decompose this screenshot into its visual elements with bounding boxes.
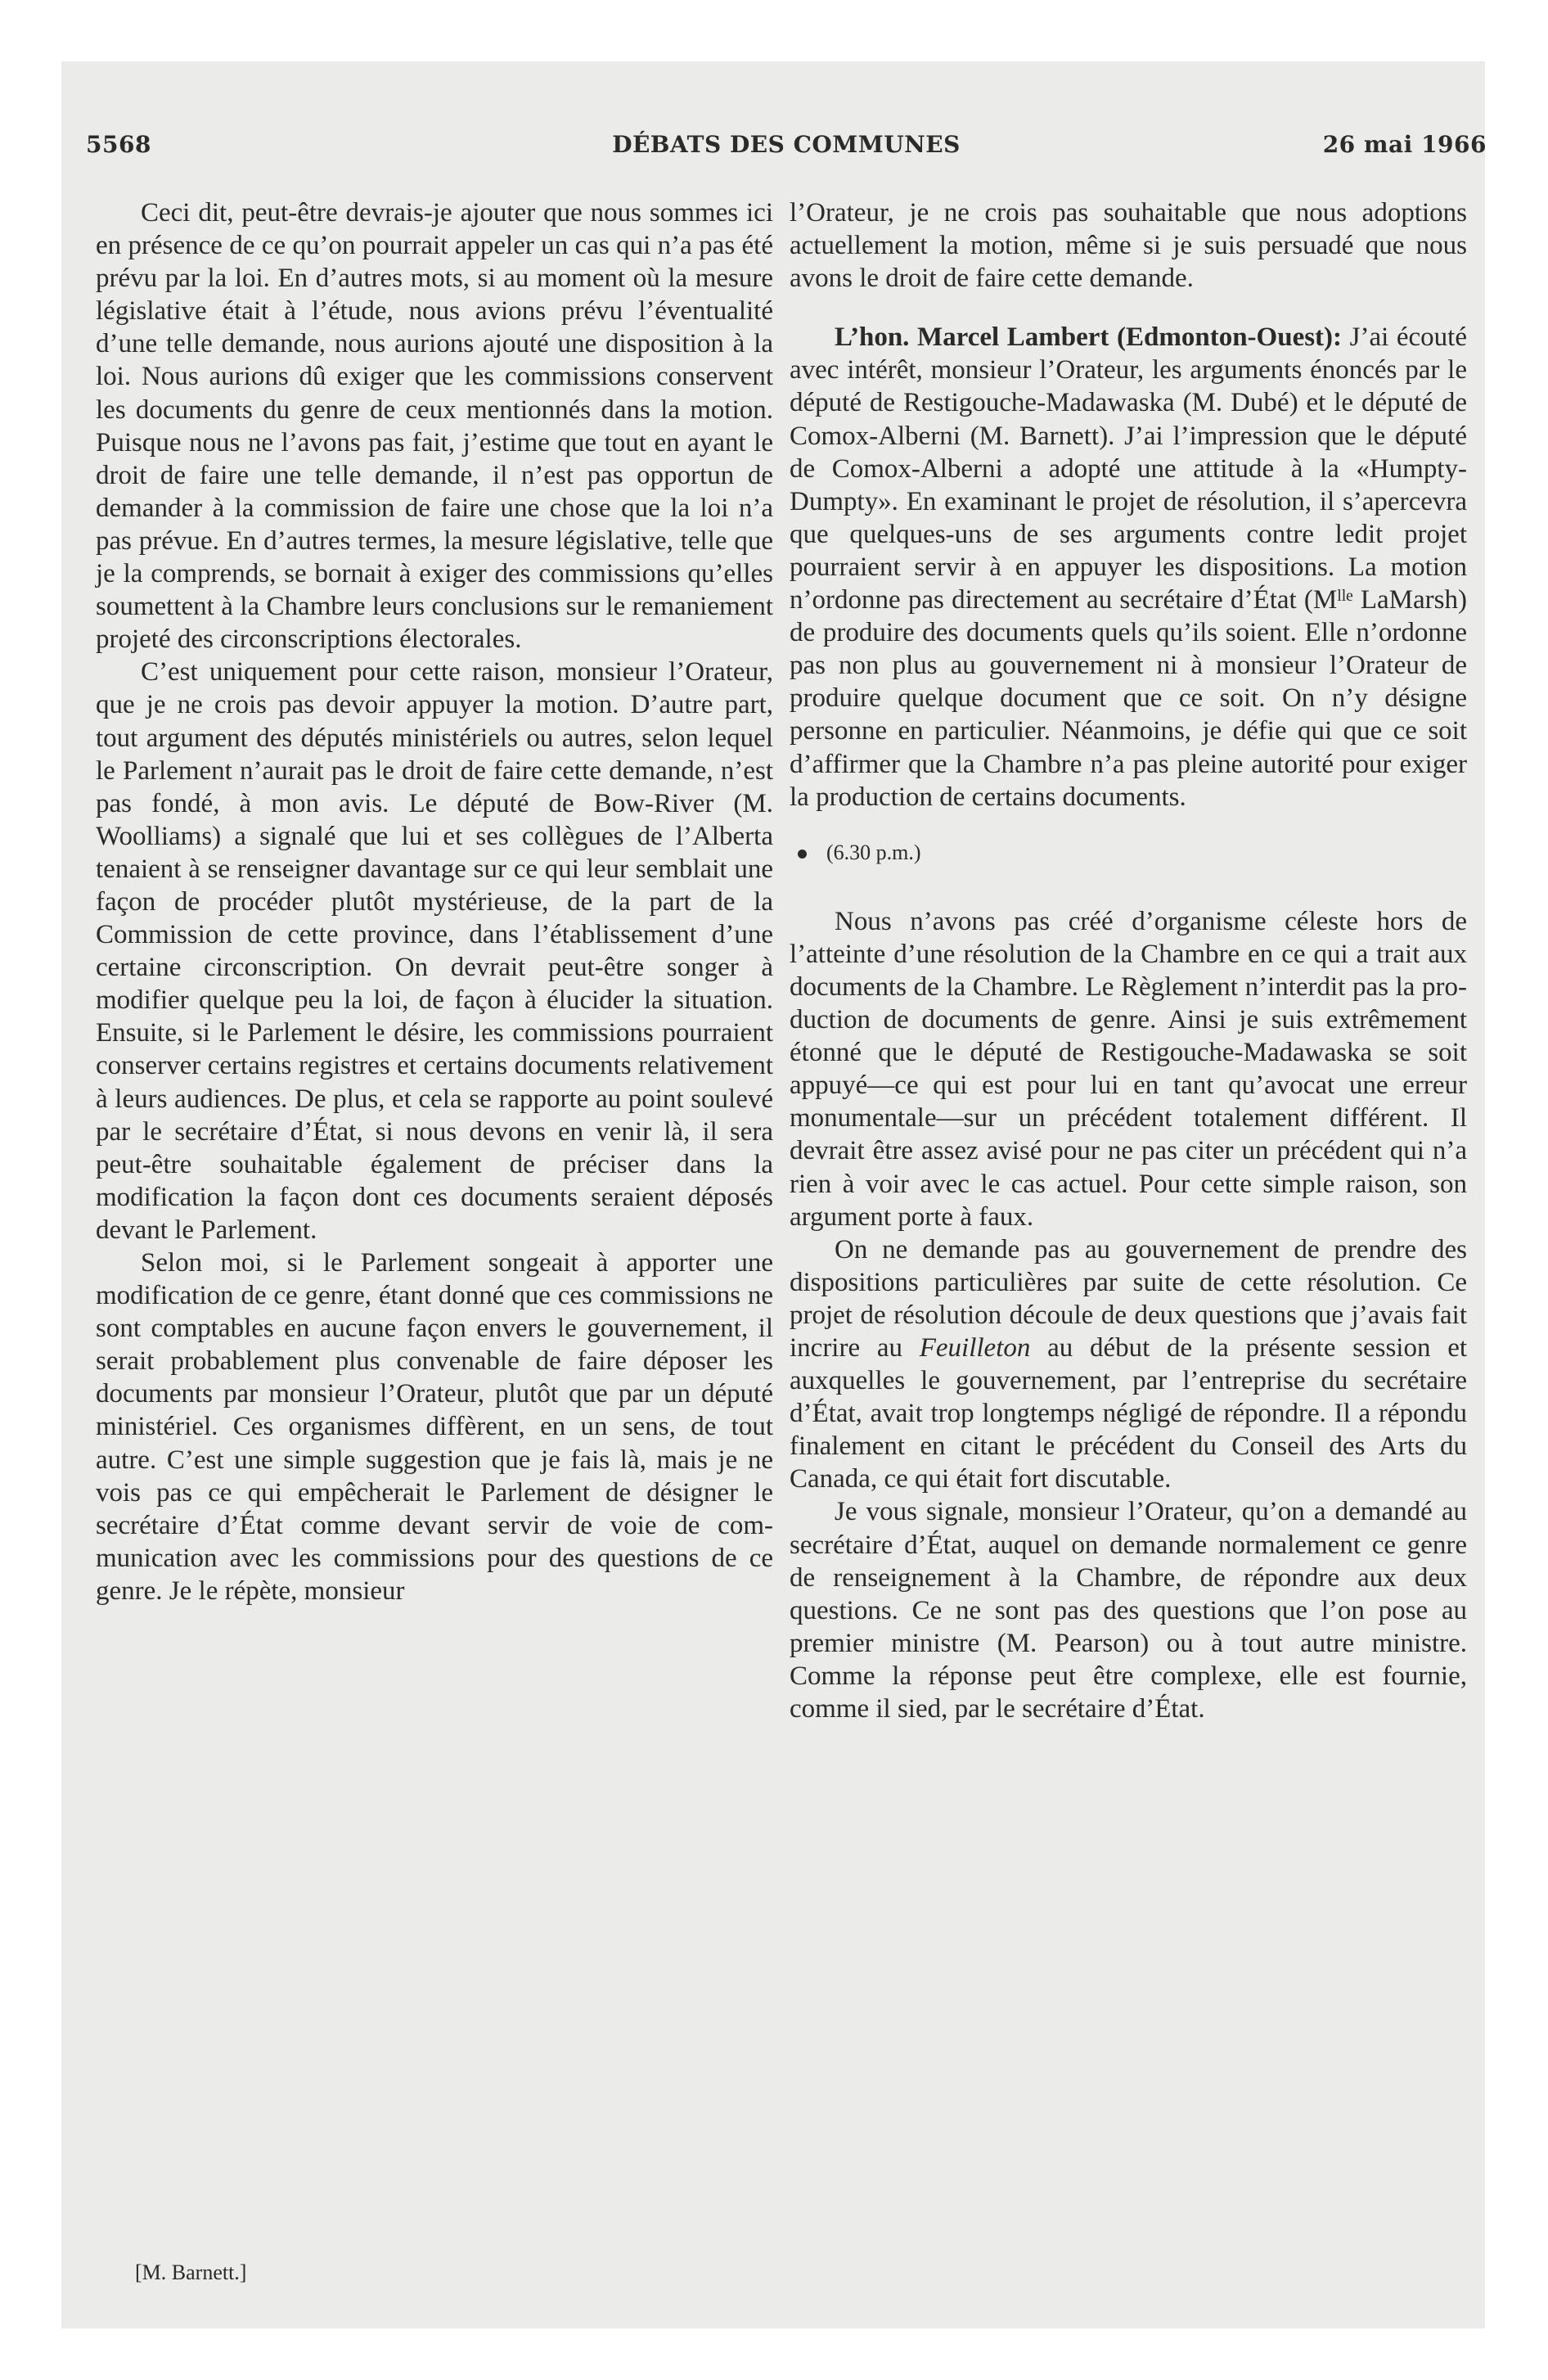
paragraph: Je vous signale, monsieur l’Orateur, qu’on a demandé au secrétaire d’État, auquel on demande normalement ce genre de renseignement à la Chambre, de répondre aux deux questions. Ce ne sont pas des questions que l’on pose au premier ministre (M. Pearson) ou à tout autre ministre. Comme la réponse peut être complexe, elle est fournie, comme il sied, par le secrétaire d’État. bbox=[790, 1497, 1467, 1724]
italic-term: Feuilleton bbox=[919, 1333, 1031, 1363]
paragraph: Nous n’avons pas créé d’organisme céleste hors de l’atteinte d’une résolution de la Chambre en ce qui a trait aux documents de la Chambre. Le Règlement n’interdit pas la production de documents de genre. Ainsi je suis extrêmement étonné que le député de Restigouche-Madawaska se soit appuyé—ce qui est pour lui en tant qu’avocat une erreur monumentale—sur un précédent totalement différent. Il devrait être assez avisé pour ne pas citer un précédent qui n’a rien à voir avec le cas actuel. Pour cette simple raison, son argument porte à faux. bbox=[790, 906, 1467, 1232]
bullet-icon bbox=[798, 850, 807, 859]
paragraph bbox=[790, 1233, 1467, 1496]
left-column bbox=[96, 196, 773, 1607]
paragraph: Ceci dit, peut-être devrais-je ajouter que nous sommes ici en présence de ce qu’on pourrait appeler un cas qui n’a pas été prévu par la loi. En d’autres mots, si au moment où la mesure législative était à l’étude, nous avions prévu l’éventualité d’une telle demande, nous aurions ajouté une disposition à la loi. Nous aurions dû exiger que les commissions conservent les documents du genre de ceux mentionnés dans la motion. Puisque nous ne l’avons pas fait, j’estime que tout en ayant le droit de faire une telle demande, il n’est pas opportun de demander à la commission de faire une chose que la loi n’a pas prévue. En d’autres termes, la mesure législative, telle que je la comprends, se bornait à exiger des commissions qu’elles soumettent à la Chambre leurs conclusions sur le remaniement projeté des circonscriptions électorales. bbox=[96, 198, 773, 655]
paragraph: C’est uniquement pour cette raison, monsieur l’Orateur, que je ne crois pas devoir appuyer la motion. D’autre part, tout argument des députés ministériels ou autres, selon lequel le Parlement n’aurait pas le droit de faire cette demande, n’est pas fondé, à mon avis. Le député de Bow-River (M. Woolliams) a signalé que lui et ses collègues de l’Alberta tenaient à se renseigner davantage sur ce qui leur semblait une façon de procéder plutôt mystérieuse, de la part de la Commission de cette province, dans l’établissement d’une certaine circonscription. On devrait peut-être songer à modifier quelque peu la loi, de façon à élucider la situation. Ensuite, si le Parlement le désire, les commissions pourraient conserver certains registres et certains documents relativement à leurs audiences. De plus, et cela se rapporte au point soulevé par le secrétaire d’État, si nous devons en venir là, il sera peut-être souhaitable également de préciser dans la modification la façon dont ces documents seraient déposés devant le Parlement. bbox=[96, 657, 773, 1245]
paragraph-text: au début de la présente session et auxquelles le gouvernement, par l’entreprise du secrétaire d’État, avait trop longtemps négligé de répondre. Il a répondu finalement en citant le précédent du Conseil des Arts du Canada, ce qui était fort discutable. bbox=[790, 1333, 1468, 1494]
time-label: (6.30 p.m.) bbox=[826, 840, 921, 864]
right-column bbox=[790, 196, 1467, 1725]
page-number: 5568 bbox=[86, 131, 151, 158]
page-title: DÉBATS DES COMMUNES bbox=[612, 131, 961, 158]
page-date: 26 mai 1966 bbox=[1322, 131, 1487, 158]
speaker-name: L’hon. Marcel Lambert (Edmonton-Ouest): bbox=[835, 322, 1343, 353]
speaker-text: J’ai écouté avec intérêt, monsieur l’Orateur, les arguments énoncés par le député de Restigouche-Madawaska (M. Dubé) et le député de Comox-Alberni (M. Barnett). J’ai l’impression que le député de Comox-Alberni a adopté une attitude à la «Humpty-Dumpty». En examinant le projet de résolution, il s’apercevra que quelques-uns de ses arguments contre ledit projet pourraient servir à en appuyer les dispositions. La motion n’ordonne pas directement au secrétaire d’État (Mˡˡᵉ LaMarsh) de produire des documents quels qu’ils soient. Elle n’ordonne pas non plus au gouvernement ni à monsieur l’Orateur de produire quelque document que ce soit. On n’y désigne personne en particulier. Néanmoins, je défie qui que ce soit d’affirmer que la Chambre n’a pas pleine autorité pour exiger la production de certains documents. bbox=[790, 322, 1467, 812]
page-header bbox=[86, 131, 1487, 172]
paragraph: Selon moi, si le Parlement songeait à apporter une modification de ce genre, étant donné que ces commissions ne sont comptables en aucune façon envers le gouvernement, il serait probablement plus convenable de faire déposer les documents par monsieur l’Orateur, plutôt que par un député ministériel. Ces organismes diffèrent, en un sens, de tout autre. C’est une simple suggestion que je fais là, mais je ne vois pas ce qui empêcherait le Parlement de désigner le secrétaire d’État comme devant servir de voie de communication avec les commissions pour des questions de ce genre. Je le répète, monsieur bbox=[96, 1248, 773, 1606]
paragraph: l’Orateur, je ne crois pas souhaitable que nous adoptions actuellement la motion, même si je suis persuadé que nous avons le droit de faire cette demande. bbox=[790, 198, 1467, 294]
speaker-paragraph bbox=[790, 321, 1467, 813]
speaker-footnote: [M. Barnett.] bbox=[135, 2261, 247, 2284]
paragraph-text: On ne demande pas au gouvernement de prendre des dispositions particulières par suite de cette résolution. Ce projet de résolution découle de deux questions que j’avais fait incrire au bbox=[790, 1234, 1467, 1363]
time-marker bbox=[790, 836, 1467, 869]
